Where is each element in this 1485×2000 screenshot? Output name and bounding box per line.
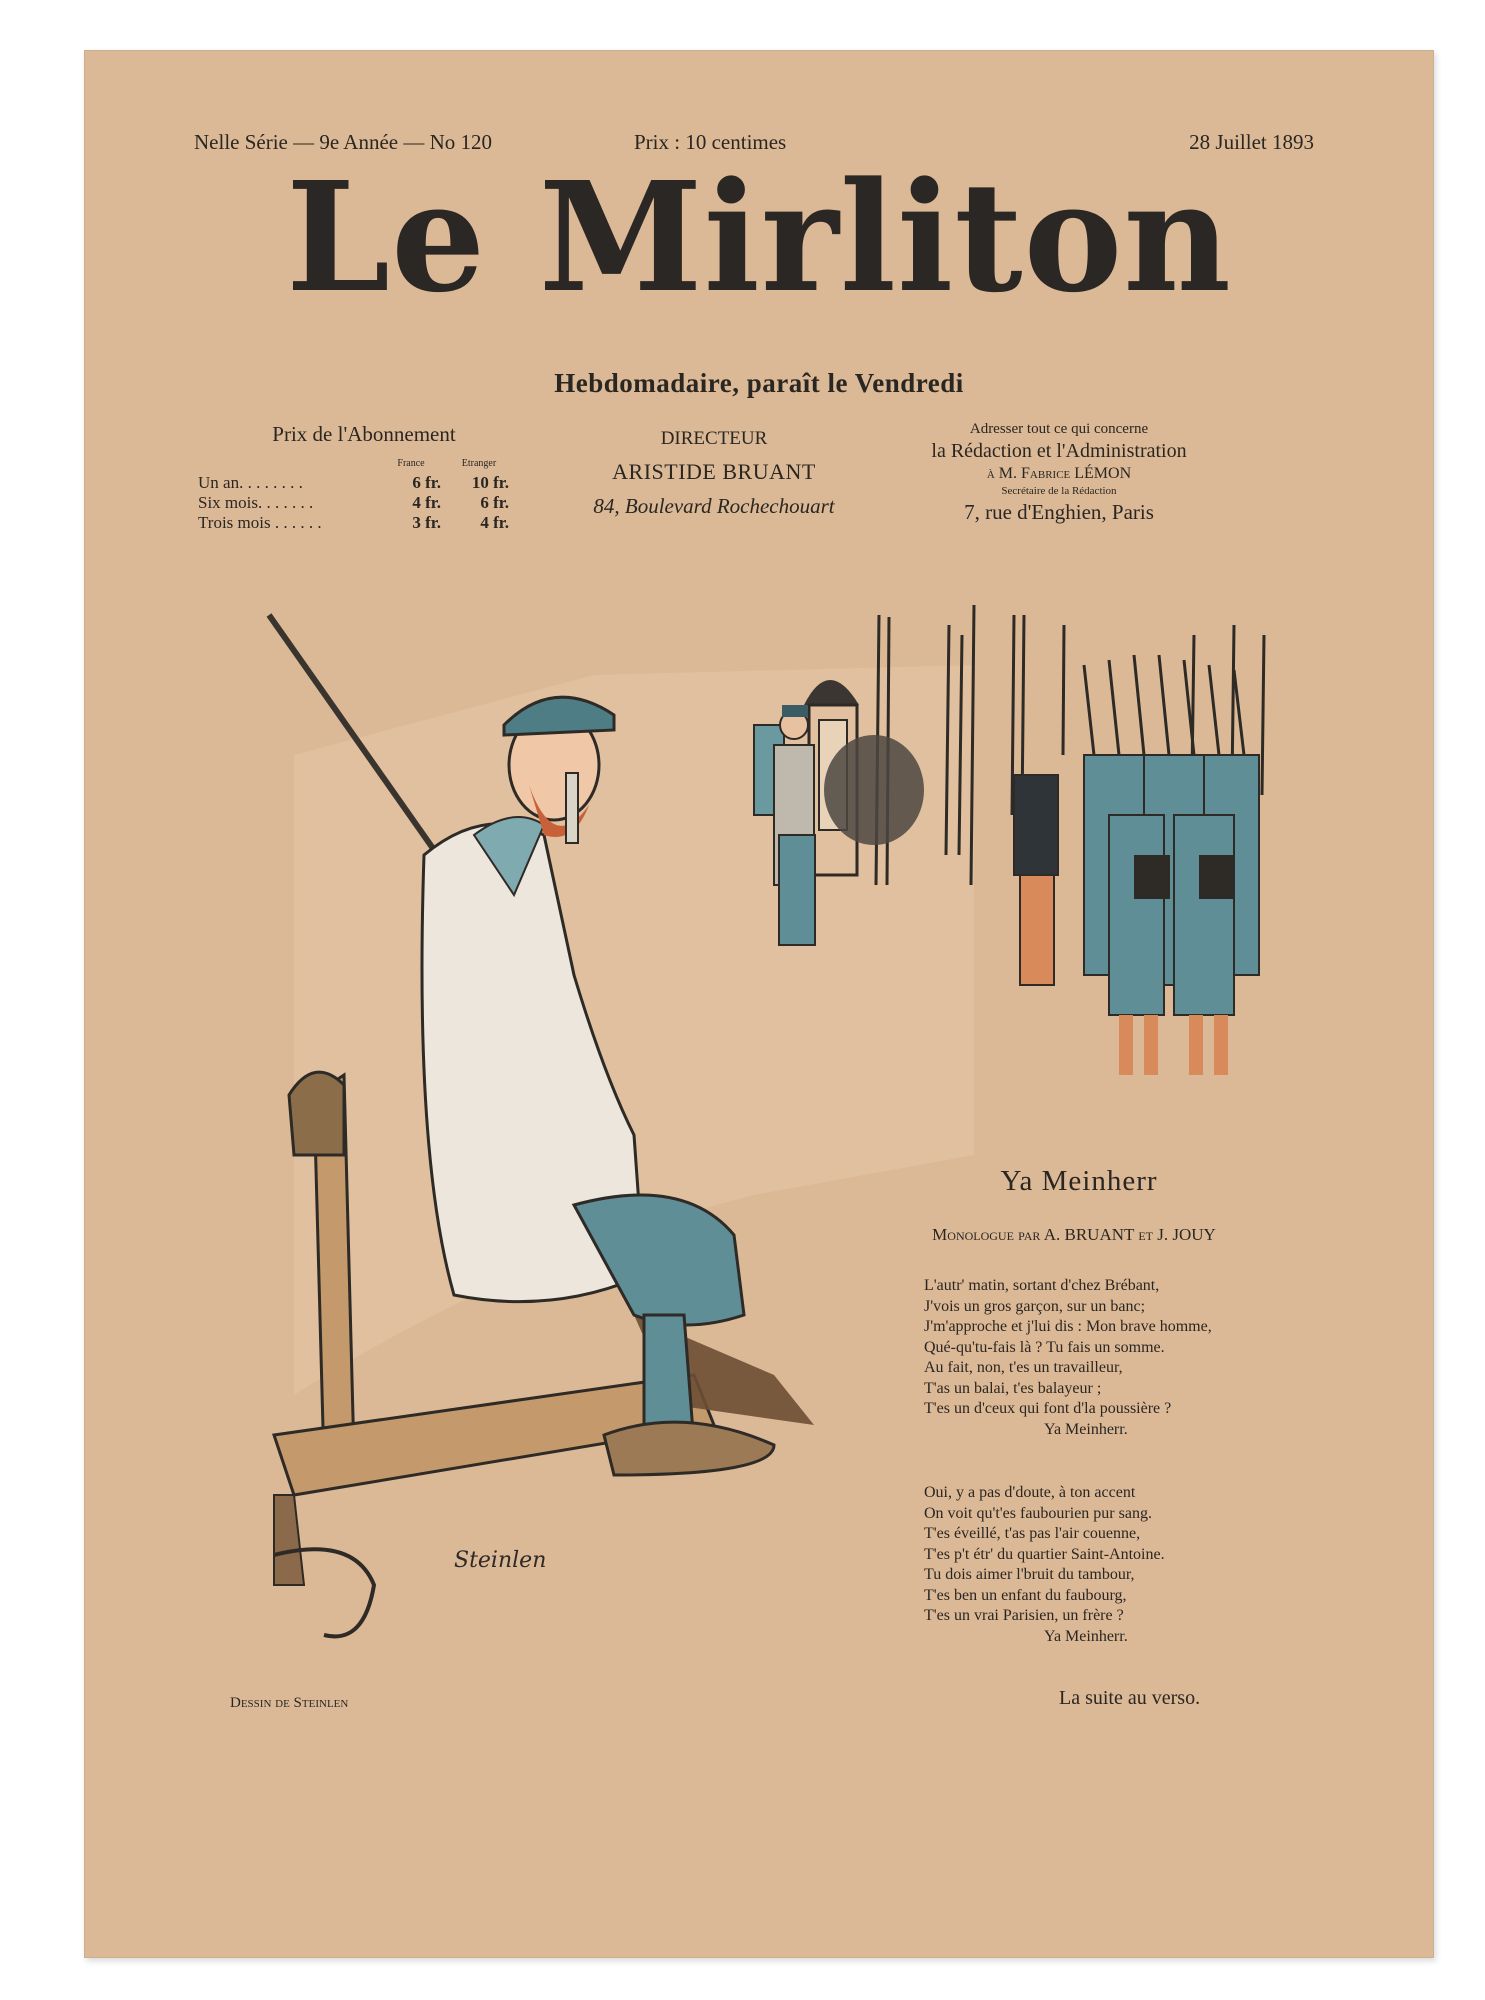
masthead-title: Le Mirliton (286, 148, 1232, 326)
poem-line: J'vois un gros garçon, sur un banc; (924, 1297, 1146, 1315)
poem-line: T'es p't étr' du quartier Saint-Antoine. (924, 1545, 1165, 1563)
poem-stanza-2 (924, 1483, 1264, 1647)
director-heading: DIRECTEUR (660, 428, 768, 449)
poem-line: T'es un d'ceux qui font d'la poussière ? (924, 1400, 1172, 1417)
subscription-table (194, 453, 513, 533)
col-france: France (397, 457, 425, 469)
poem-line: J'm'approche et j'lui dis : Mon brave homme, (924, 1318, 1212, 1335)
redaction-line3: à M. Fabrice LÉMON (986, 465, 1132, 482)
hat-on-bench (289, 1072, 344, 1155)
col-foreign: Etranger (461, 457, 497, 469)
poem-refrain: Ya Meinherr. (1044, 1627, 1128, 1645)
newspaper-page (84, 50, 1434, 1958)
table-row (194, 473, 513, 493)
poem-line: T'es éveillé, t'as pas l'air couenne, (924, 1525, 1141, 1542)
poem-line: On voit qu't'es faubourien pur sang. (924, 1504, 1152, 1522)
row-label: Un an. . . . . . . . (198, 473, 303, 492)
table-row (194, 493, 513, 513)
row-foreign: 4 fr. (480, 513, 509, 532)
issue-series: Nelle Série — 9e Année — No 120 (194, 130, 493, 154)
redaction-block (894, 421, 1224, 525)
poem-line: T'es un vrai Parisien, un frère ? (924, 1607, 1124, 1624)
director-block (564, 428, 864, 519)
poem-line: Au fait, non, t'es un travailleur, (924, 1359, 1123, 1376)
continued-note: La suite au verso. (1059, 1687, 1201, 1709)
poem-line: Tu dois aimer l'bruit du tambour, (924, 1566, 1135, 1583)
poem-refrain: Ya Meinherr. (1044, 1420, 1128, 1438)
redaction-line2: la Rédaction et l'Administration (931, 440, 1187, 462)
row-foreign: 10 fr. (471, 473, 509, 492)
subscription-heading: Prix de l'Abonnement (272, 422, 456, 446)
redaction-line5: 7, rue d'Enghien, Paris (964, 500, 1154, 524)
row-label: Six mois. . . . . . . (198, 493, 314, 512)
table-row (194, 513, 513, 533)
poem-stanza-1 (924, 1276, 1264, 1440)
row-foreign: 6 fr. (480, 493, 509, 512)
redaction-line1: Adresser tout ce qui concerne (969, 421, 1149, 437)
article-title: Ya Meinherr (1000, 1165, 1158, 1197)
poem-line: T'es ben un enfant du faubourg, (924, 1586, 1127, 1604)
poem-line: T'as un balai, t'es balayeur ; (924, 1379, 1102, 1397)
director-name: ARISTIDE BRUANT (612, 459, 816, 484)
article-byline: Monologue par A. BRUANT et J. JOUY (932, 1225, 1216, 1244)
publication-subtitle: Hebdomadaire, paraît le Vendredi (554, 368, 964, 398)
row-france: 3 fr. (412, 513, 441, 532)
drawing-credit: Dessin de Steinlen (230, 1695, 349, 1711)
row-france: 6 fr. (412, 473, 441, 492)
director-address: 84, Boulevard Rochechouart (593, 494, 835, 518)
subscription-block (194, 422, 534, 533)
marching-soldiers (1014, 655, 1259, 1075)
issue-date: 28 Juillet 1893 (1189, 130, 1314, 154)
row-france: 4 fr. (412, 493, 441, 512)
issue-price: Prix : 10 centimes (634, 130, 787, 154)
row-label: Trois mois . . . . . . (198, 513, 322, 532)
redaction-line4: Secrétaire de la Rédaction (1001, 485, 1117, 497)
artist-signature: Steinlen (454, 1548, 547, 1573)
poem-line: Oui, y a pas d'doute, à ton accent (924, 1484, 1136, 1501)
poem-line: L'autr' matin, sortant d'chez Brébant, (924, 1277, 1160, 1294)
poem-line: Qué-qu'tu-fais là ? Tu fais un somme. (924, 1338, 1165, 1356)
